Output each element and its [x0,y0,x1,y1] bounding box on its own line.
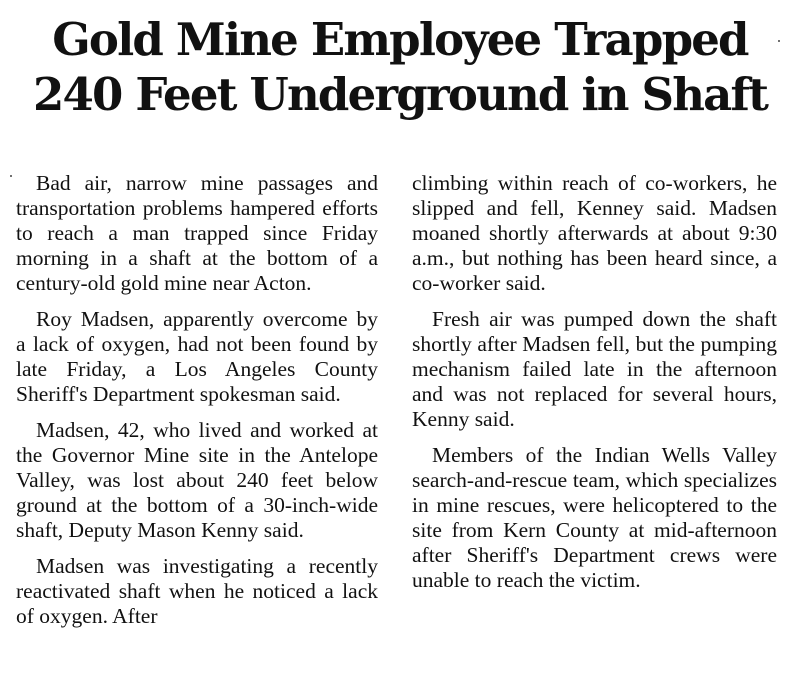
paragraph-continued: climbing within reach of co-workers, he slipped and fell, Kenney said. Madsen moaned shortly afterwards at about 9:30 a.m., but nothing has been heard since, a co-worker said. [412,171,777,295]
article-column-right [412,171,777,593]
headline-line-1: Gold Mine Employee Trapped [52,13,748,66]
print-speck [10,175,12,177]
print-speck [778,40,780,42]
paragraph: Bad air, narrow mine passages and transportation problems hampered efforts to reach a man trapped since Friday morning in a shaft at the bottom of a century-old gold mine near Acton. [16,171,378,295]
paragraph: Members of the Indian Wells Valley search-and-rescue team, which specializes in mine rescues, were helicoptered to the site from Kern County at mid-afternoon after Sheriff's Department crews were unable to reach the victim. [412,443,777,592]
headline-line-2: 240 Feet Underground in Shaft [32,68,768,121]
article-column-left [16,171,378,629]
headline [0,12,800,122]
paragraph: Roy Madsen, apparently overcome by a lack of oxygen, had not been found by late Friday, a Los Angeles County Sheriff's Department spokesman said. [16,307,378,406]
paragraph: Madsen was investigating a recently reactivated shaft when he noticed a lack of oxygen. After [16,554,378,628]
paragraph: Fresh air was pumped down the shaft shortly after Madsen fell, but the pumping mechanism failed late in the afternoon and was not replaced for several hours, Kenny said. [412,307,777,431]
paragraph: Madsen, 42, who lived and worked at the Governor Mine site in the Antelope Valley, was lost about 240 feet below ground at the bottom of a 30-inch-wide shaft, Deputy Mason Kenny said. [16,418,378,542]
